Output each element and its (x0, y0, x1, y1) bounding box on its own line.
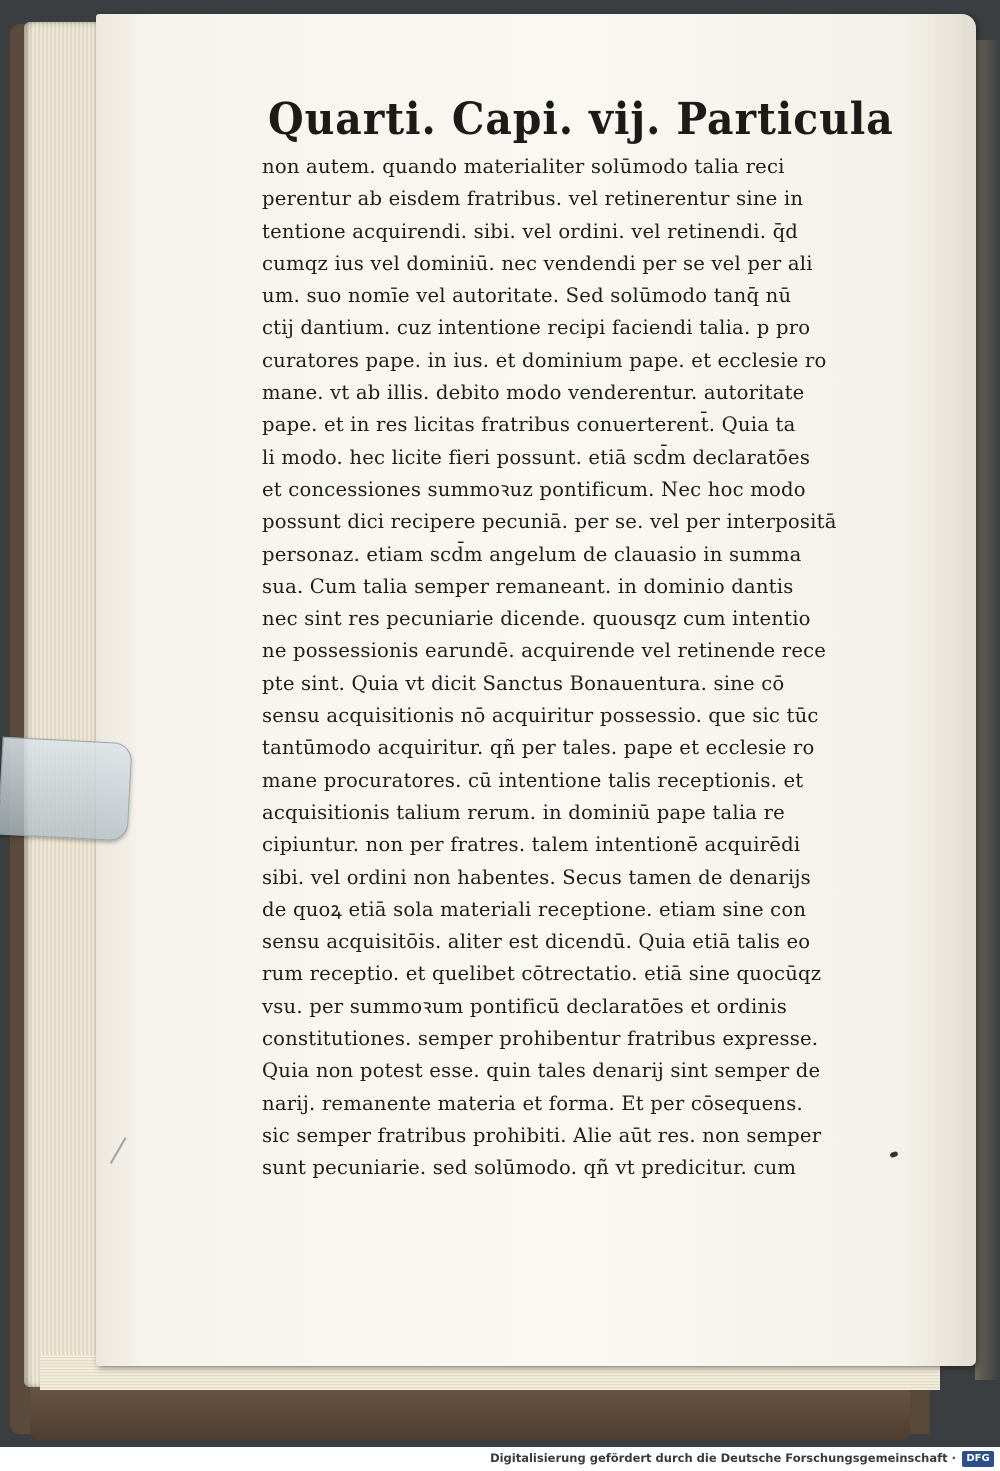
text-line: rum receptio. et quelibet cōtrectatio. etiā sine quocūqz (262, 961, 822, 986)
text-line: de quoꝝ etiā sola materiali receptione. etiam sine con (262, 896, 807, 921)
text-line: sua. Cum talia semper remaneant. in dominio dantis (262, 573, 794, 598)
footer-bar (0, 1447, 1000, 1471)
funding-credit: Digitalisierung gefördert durch die Deutsche Forschungsgemeinschaft · (490, 1451, 956, 1465)
text-line: ctij dantium. cuz intentione recipi faciendi talia. p pro (262, 315, 811, 340)
text-line: tantūmodo acquiritur. qñ per tales. pape et ecclesie ro (262, 735, 815, 760)
text-line: nec sint res pecuniarie dicende. quousqz cum intentio (262, 606, 811, 631)
dfg-logo: DFG (962, 1451, 994, 1467)
running-heading: Quarti. Capi. vij. Particula (268, 94, 894, 145)
text-line: personaz. etiam scd̄m angelum de clauasio in summa (262, 541, 802, 566)
book-cover-bottom (30, 1385, 910, 1440)
text-line: acquisitionis talium rerum. in dominiū pape talia re (262, 799, 785, 824)
text-line: non autem. quando materialiter solūmodo talia reci (262, 154, 785, 178)
text-line: sic semper fratribus prohibiti. Alie aūt res. non semper (262, 1122, 822, 1147)
text-line: pape. et in res licitas fratribus conuerterent̄. Quia ta (262, 412, 796, 437)
page-clip (0, 737, 132, 842)
text-line: et concessiones summoꝛuz pontificum. Nec hoc modo (262, 476, 806, 501)
text-line: cipiuntur. non per fratres. talem intentionē acquirēdi (262, 832, 801, 857)
text-line: ne possessionis earundē. acquirende vel retinende rece (262, 638, 827, 663)
page-edges (24, 22, 104, 1387)
text-block (262, 150, 892, 1184)
text-line: mane procuratores. cū intentione talis receptionis. et (262, 767, 804, 792)
text-line: perentur ab eisdem fratribus. vel retinerentur sine in (262, 186, 804, 211)
text-line: um. suo nomīe vel autoritate. Sed solūmodo tanq̄ nū (262, 283, 792, 308)
text-line: sibi. vel ordini non habentes. Secus tamen de denarijs (262, 864, 811, 889)
text-line: tentione acquirendi. sibi. vel ordini. vel retinendi. q̄d (262, 218, 799, 243)
text-line: sensu acquisitōis. aliter est dicendū. Quia etiā talis eo (262, 929, 811, 954)
text-line: narij. remanente materia et forma. Et per cōsequens. (262, 1090, 803, 1115)
text-line: possunt dici recipere pecuniā. per se. vel per interpositā (262, 509, 837, 534)
text-line: sunt pecuniarie. sed solūmodo. qñ vt predicitur. cum (262, 1155, 797, 1180)
text-line: sensu acquisitionis nō acquiritur possessio. que sic tūc (262, 703, 819, 728)
text-line: mane. vt ab illis. debito modo venderentur. autoritate (262, 380, 805, 405)
text-line: vsu. per summoꝛum pontificū declaratōes et ordinis (262, 993, 787, 1018)
text-line: curatores pape. in ius. et dominium pape. et ecclesie ro (262, 347, 827, 372)
text-line: li modo. hec licite fieri possunt. etiā scd̄m declaratōes (262, 444, 811, 469)
gutter-shadow (975, 40, 1000, 1380)
text-line: constitutiones. semper prohibentur fratribus expresse. (262, 1026, 819, 1051)
text-line: Quia non potest esse. quin tales denarij sint semper de (262, 1058, 821, 1083)
text-line: cumqz ius vel dominiū. nec vendendi per se vel per ali (262, 250, 813, 275)
text-line: pte sint. Quia vt dicit Sanctus Bonauentura. sine cō (262, 670, 785, 695)
